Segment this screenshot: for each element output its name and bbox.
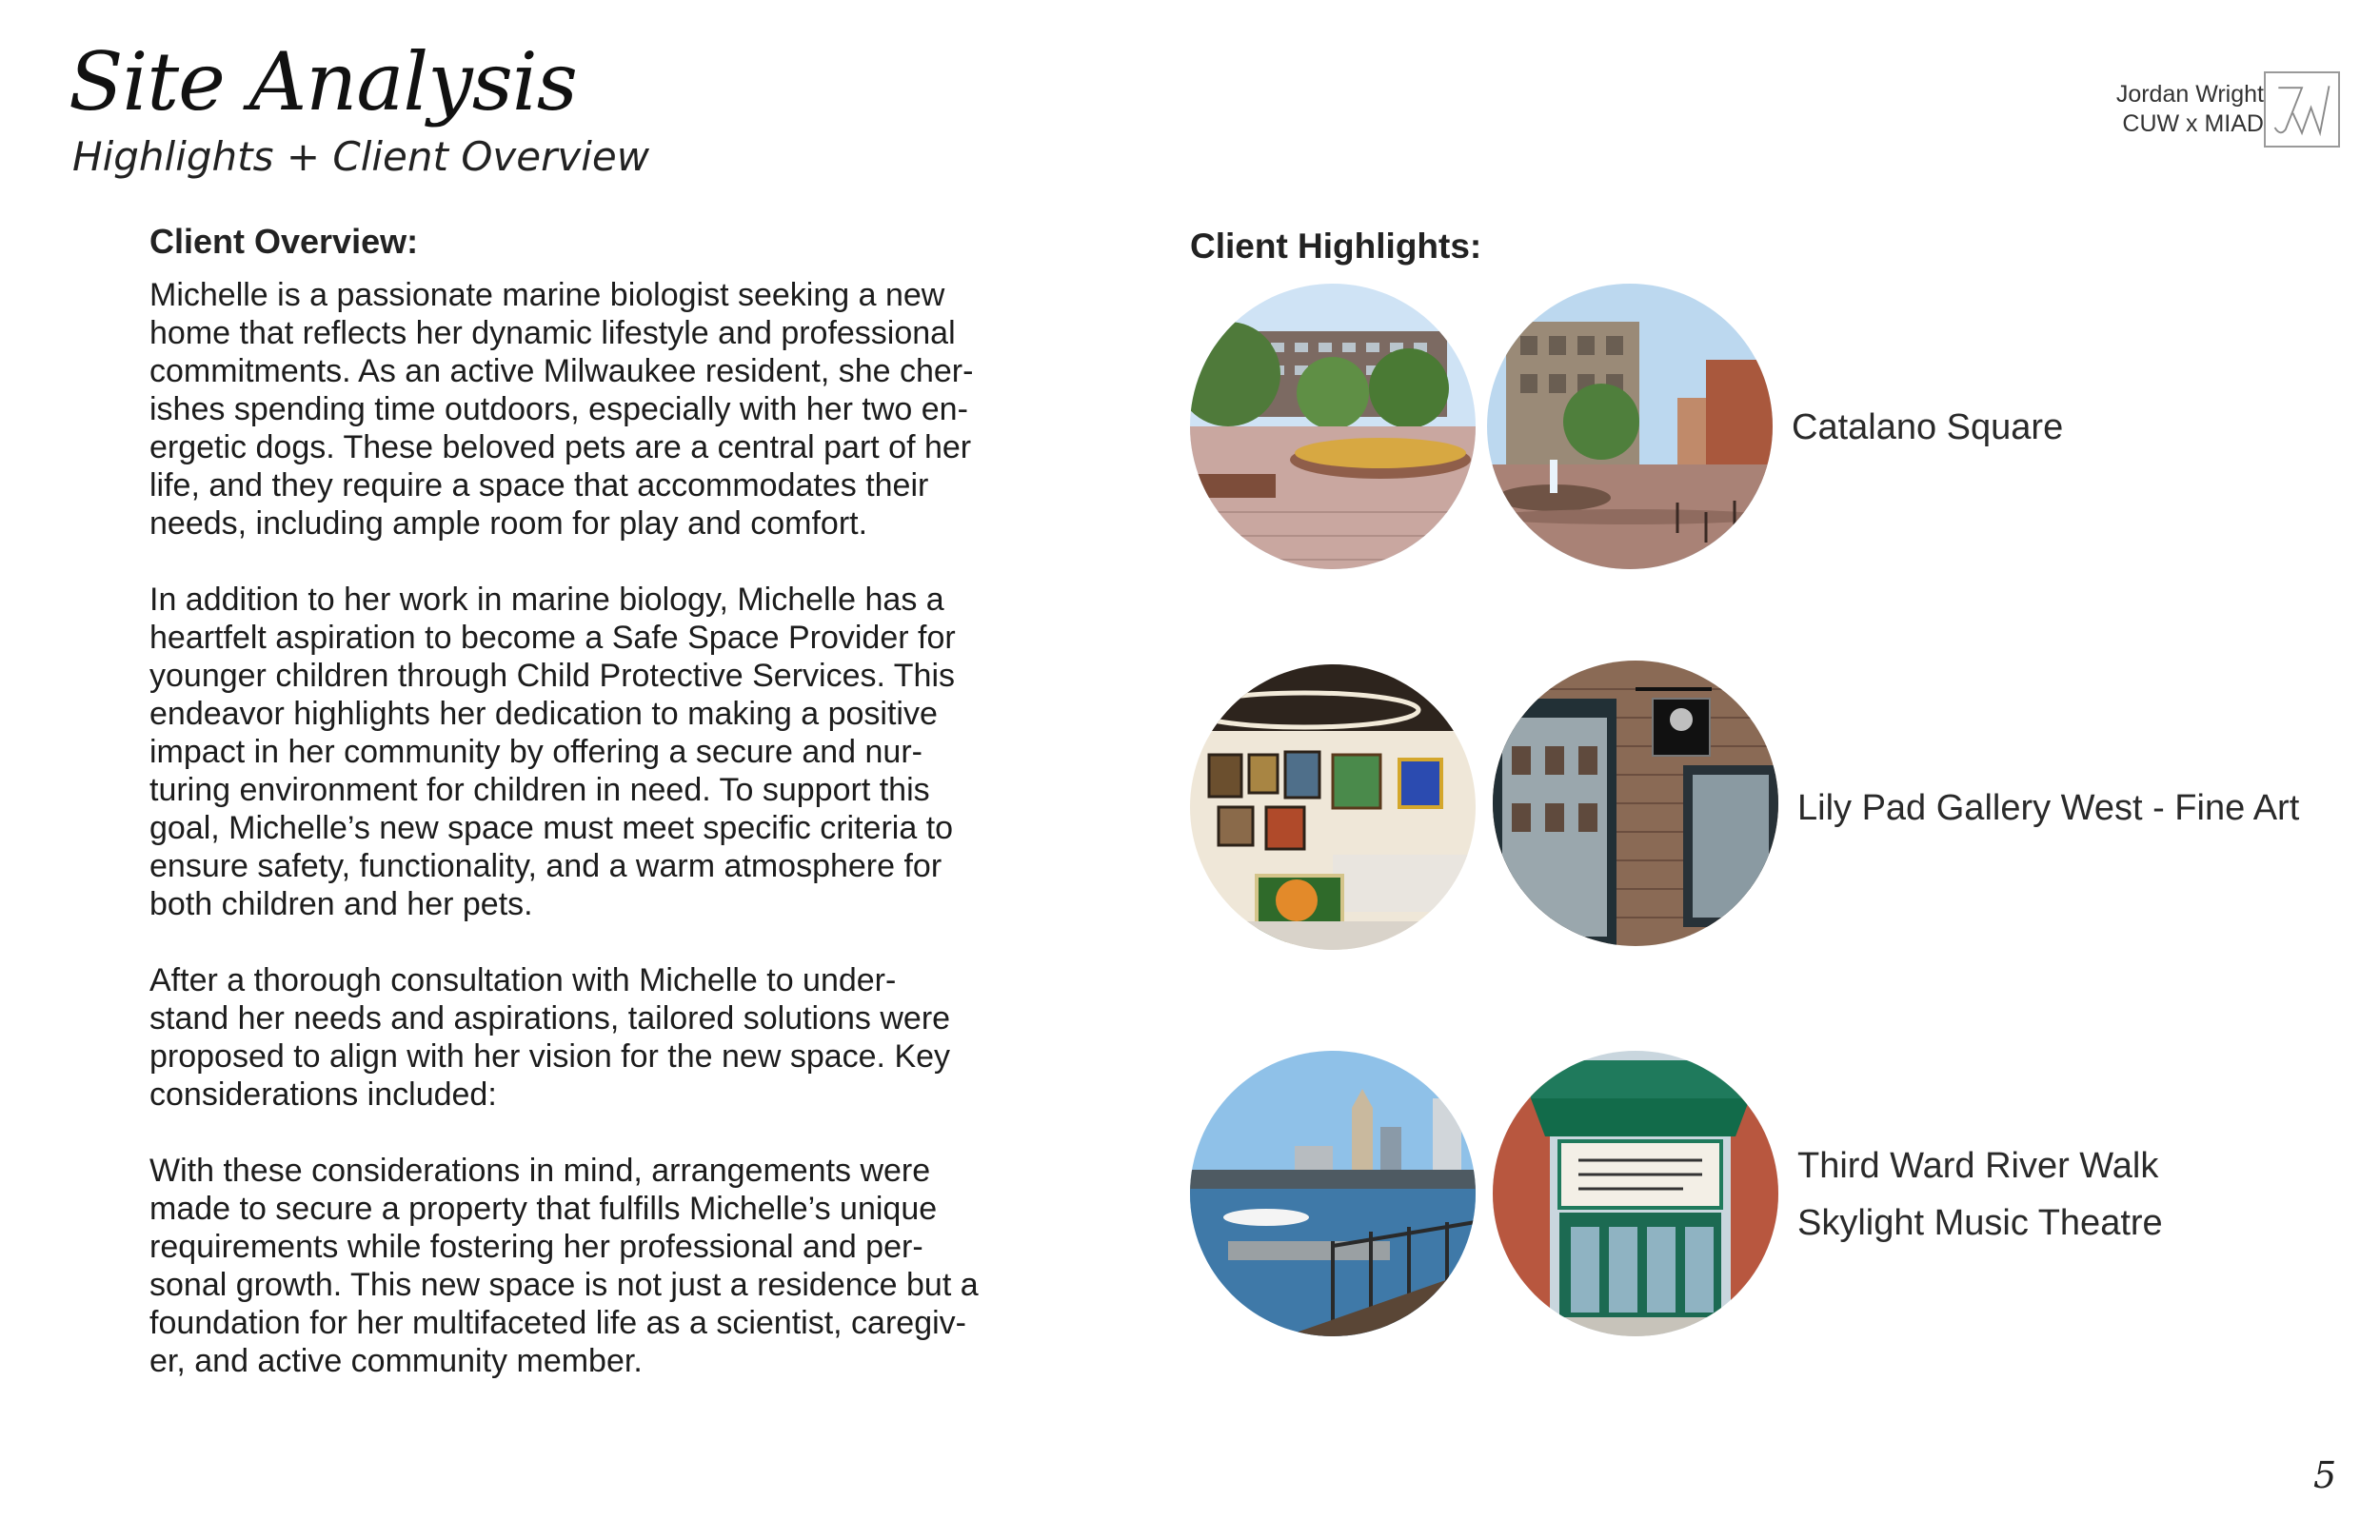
overview-body — [149, 276, 1101, 1418]
gallery-interior-photo — [1190, 664, 1476, 950]
overview-paragraph: Michelle is a passionate marine biologist seeking a new home that reflects her dynamic lifestyle and professional commitments. As an active Milwaukee resident, she cher- ishes spending time outdoors, especially with her two en- ergetic dogs. These beloved pets are a central part of her life, and they require a space that accommodates their needs, including ample room for play and comfort. — [149, 277, 974, 542]
river-walk-photo — [1190, 1051, 1476, 1336]
street-fountain-photo — [1487, 284, 1773, 569]
gallery-exterior-photo — [1493, 661, 1778, 946]
highlight-label: Third Ward River Walk — [1797, 1146, 2159, 1186]
jw-logo-mark — [2266, 73, 2338, 146]
overview-heading: Client Overview: — [149, 222, 419, 261]
page-title: Site Analysis — [69, 35, 577, 128]
overview-paragraph: After a thorough consultation with Michelle to under- stand her needs and aspirations, tailored solutions were proposed to align with her vision for the new space. Key considerations included: — [149, 962, 951, 1113]
author-block — [2116, 80, 2264, 139]
jw-logo — [2264, 71, 2340, 148]
overview-paragraph: In addition to her work in marine biology, Michelle has a heartfelt aspiration to become a Safe Space Provider for younger children through Child Protective Services. This endeavor highlights her dedication to making a positive impact in her community by offering a secure and nur- turing environment for children in need. To support this goal, Michelle’s new space must meet specific criteria to ensure safety, functionality, and a warm atmosphere for both children and her pets. — [149, 582, 956, 922]
highlight-label: Lily Pad Gallery West - Fine Art — [1797, 788, 2300, 828]
highlights-heading: Client Highlights: — [1190, 227, 1482, 266]
overview-paragraph: With these considerations in mind, arrangements were made to secure a property that fulfills Michelle’s unique requirements while fostering her professional and per- sonal growth. This new space is not just a residence but a foundation for her multifaceted life as a scientist, caregiv- er, and active community member. — [149, 1153, 979, 1379]
author-name: Jordan Wright — [2115, 81, 2264, 108]
highlight-label: Skylight Music Theatre — [1797, 1203, 2163, 1243]
page-number: 5 — [2313, 1454, 2337, 1496]
plaza-photo — [1190, 284, 1476, 569]
theatre-facade-photo — [1493, 1051, 1778, 1336]
page-subtitle: Highlights + Client Overview — [72, 133, 650, 180]
author-org: CUW x MIAD — [2122, 110, 2264, 137]
highlight-label: Catalano Square — [1792, 407, 2064, 447]
